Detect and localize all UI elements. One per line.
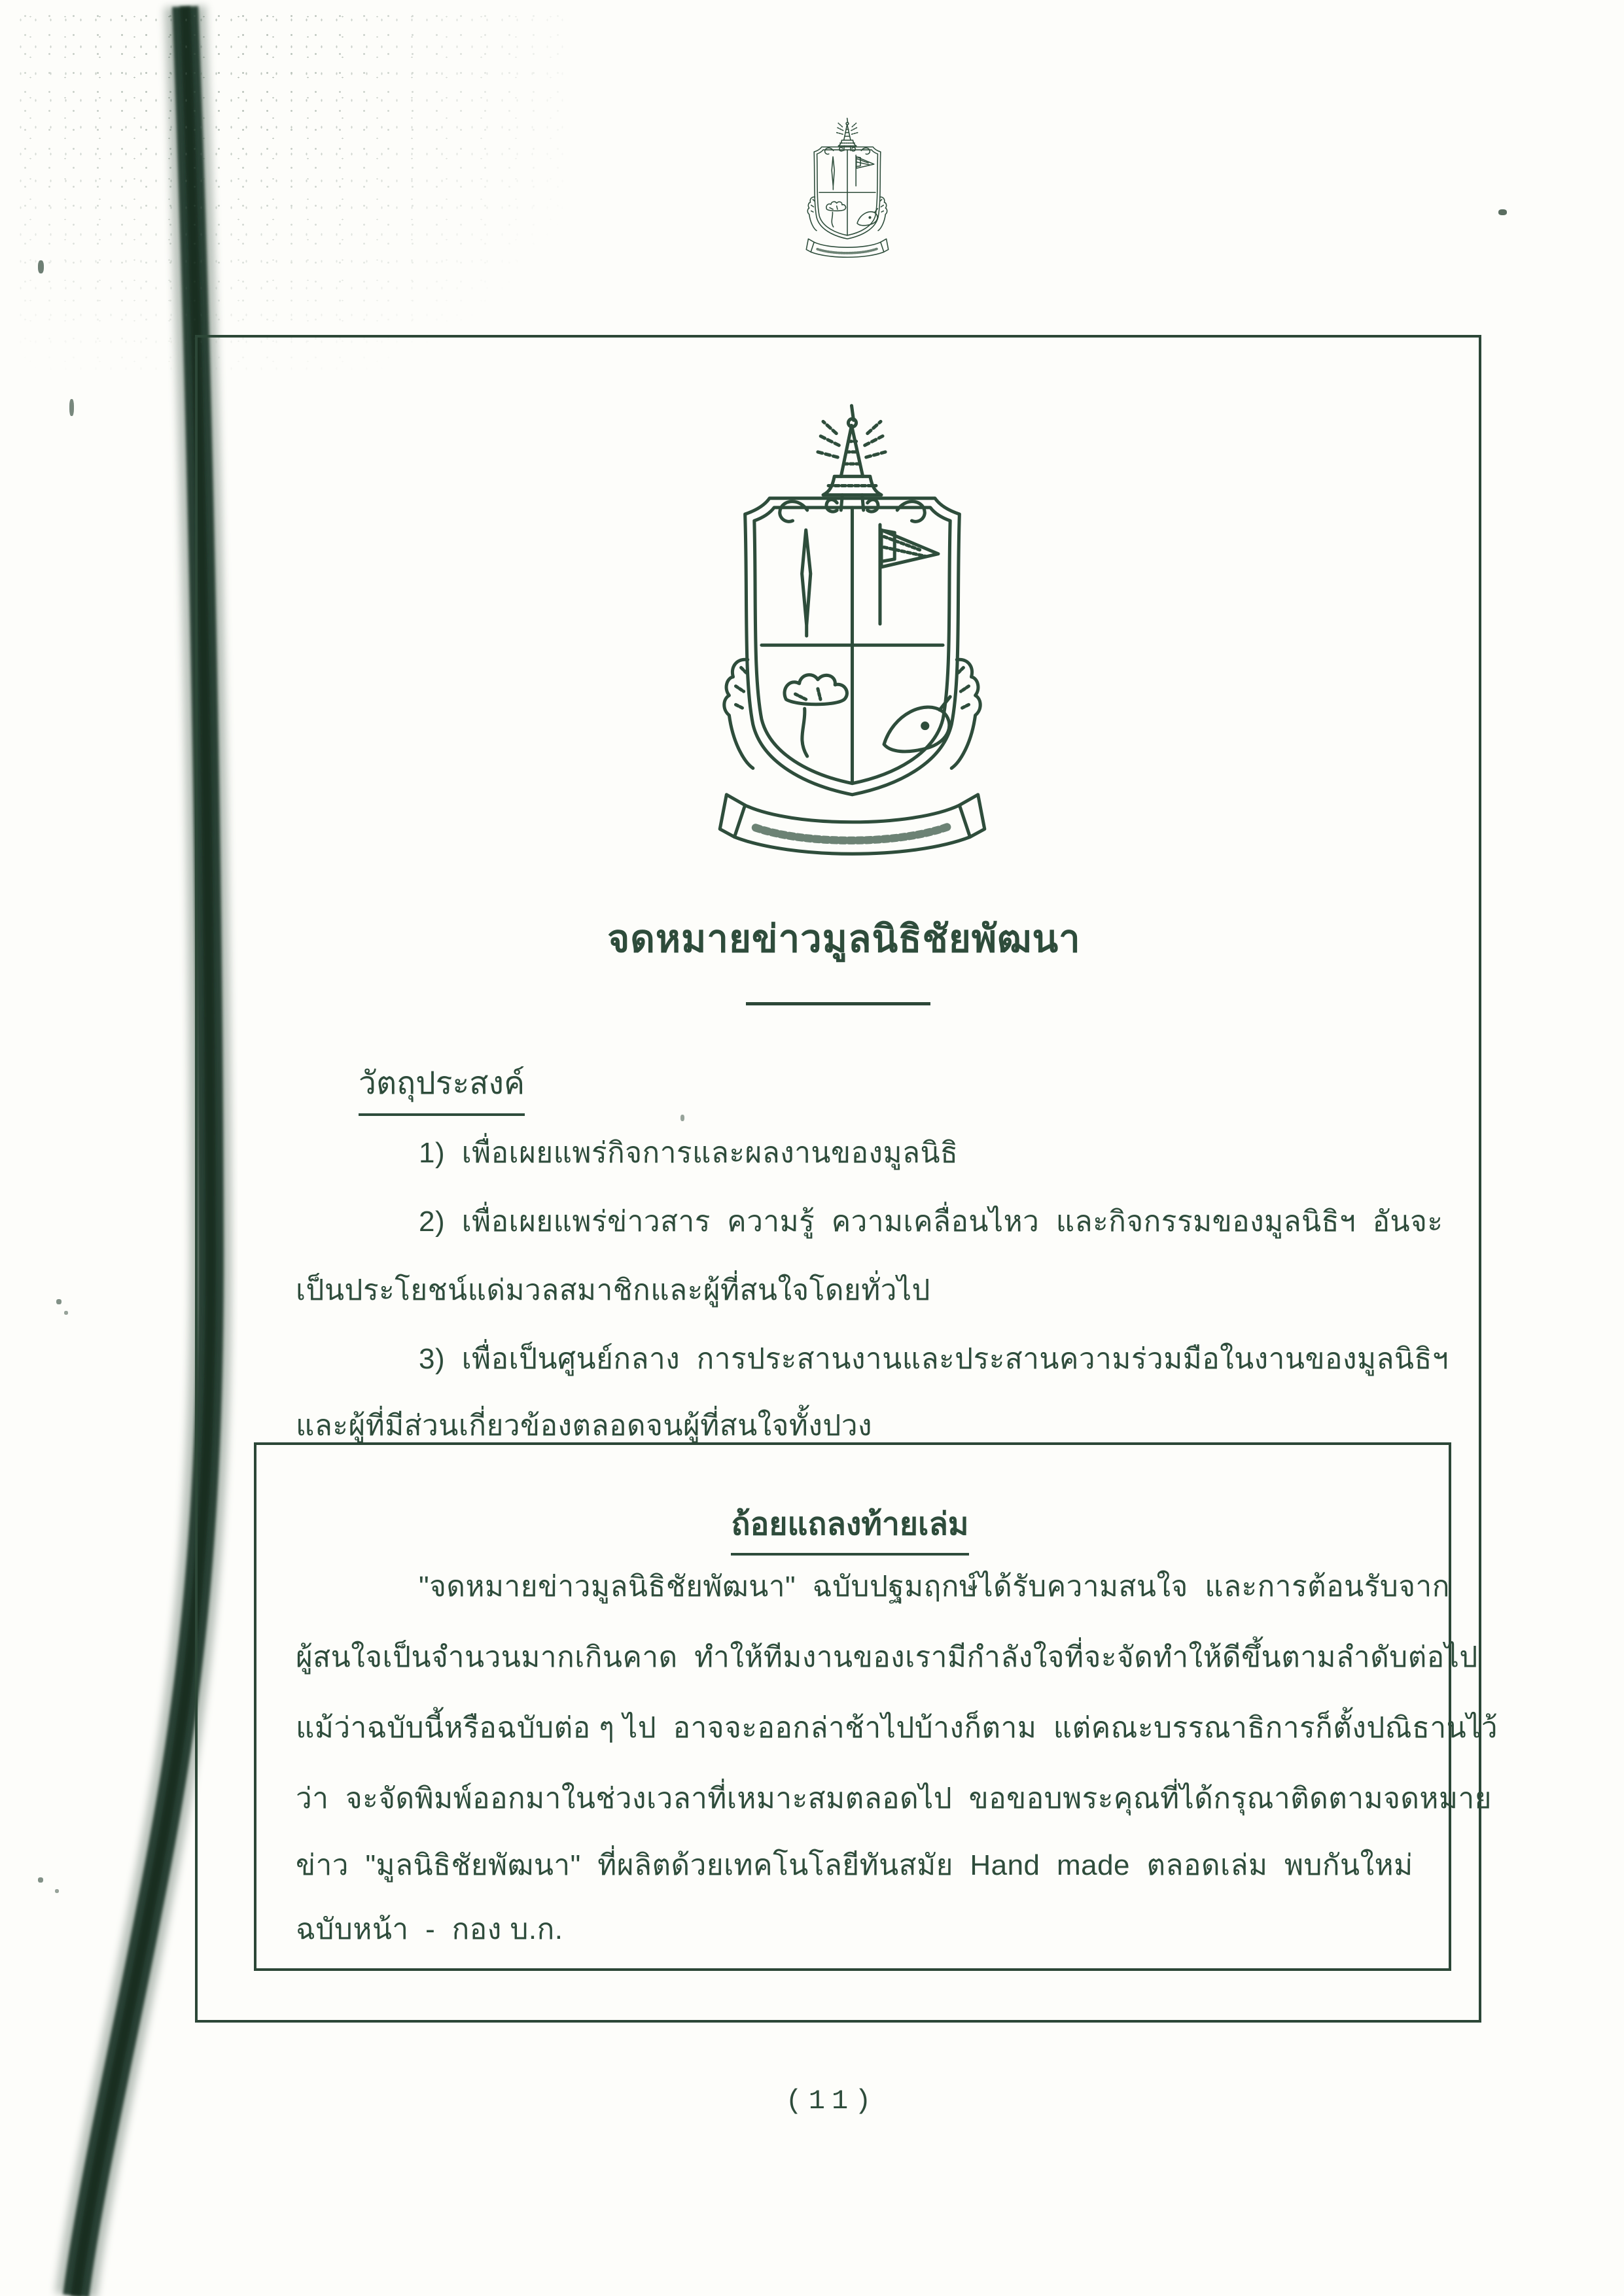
scan-speck xyxy=(38,1877,43,1883)
objective-item-1: 1) เพื่อเผยแพร่กิจการและผลงานของมูลนิธิ xyxy=(419,1137,959,1169)
closing-line: ว่า จะจัดพิมพ์ออกมาในช่วงเวลาที่เหมาะสมตลอดไป ขอขอบพระคุณที่ได้กรุณาติดตามจดหมาย xyxy=(296,1783,1492,1815)
closing-line: แม้ว่าฉบับนี้หรือฉบับต่อ ๆ ไป อาจจะออกล่าช้าไปบ้างก็ตาม แต่คณะบรรณาธิการก็ตั้งปณิธานไว้ xyxy=(296,1712,1498,1744)
closing-line: ข่าว "มูลนิธิชัยพัฒนา" ที่ผลิตด้วยเทคโนโลยีทันสมัย Hand made ตลอดเล่ม พบกันใหม่ xyxy=(296,1849,1413,1881)
objectives-heading: วัตถุประสงค์ xyxy=(359,1058,525,1116)
page-title: จดหมายข่าวมูลนิธิชัยพัฒนา xyxy=(607,918,1081,960)
scan-speck xyxy=(56,1299,62,1304)
closing-line: "จดหมายข่าวมูลนิธิชัยพัฒนา" ฉบับปฐมฤกษ์ได้รับความสนใจ และการต้อนรับจาก xyxy=(419,1571,1450,1603)
scan-noise xyxy=(13,7,576,373)
scan-speck xyxy=(55,1889,59,1893)
closing-signoff: ฉบับหน้า - กอง บ.ก. xyxy=(296,1913,563,1945)
title-divider-rule xyxy=(746,1002,930,1005)
scan-speck xyxy=(64,1311,68,1315)
objective-item-3-continued: และผู้ที่มีส่วนเกี่ยวข้องตลอดจนผู้ที่สนใจทั้งปวง xyxy=(296,1410,873,1442)
scan-speck xyxy=(69,399,74,416)
foundation-crest-large-icon xyxy=(707,400,998,863)
objective-item-2: 2) เพื่อเผยแพร่ข่าวสาร ความรู้ ความเคลื่อนไหว และกิจกรรมของมูลนิธิฯ อันจะ xyxy=(419,1206,1443,1238)
scan-speck xyxy=(1498,209,1507,215)
closing-statement-heading-wrap xyxy=(255,1499,1445,1556)
objective-item-2-continued: เป็นประโยชน์แด่มวลสมาชิกและผู้ที่สนใจโดยทั่วไป xyxy=(296,1274,930,1306)
objective-item-3: 3) เพื่อเป็นศูนย์กลาง การประสานงานและประสานความร่วมมือในงานของมูลนิธิฯ xyxy=(419,1343,1449,1375)
scan-speck xyxy=(38,260,44,273)
foundation-crest-small-icon xyxy=(802,116,892,260)
closing-line: ผู้สนใจเป็นจำนวนมากเกินคาด ทำให้ทีมงานของเรามีกำลังใจที่จะจัดทำให้ดีขึ้นตามลำดับต่อไป xyxy=(296,1641,1478,1673)
page-number: (11) xyxy=(785,2085,878,2117)
closing-statement-heading: ถ้อยแถลงท้ายเล่ม xyxy=(731,1499,968,1556)
